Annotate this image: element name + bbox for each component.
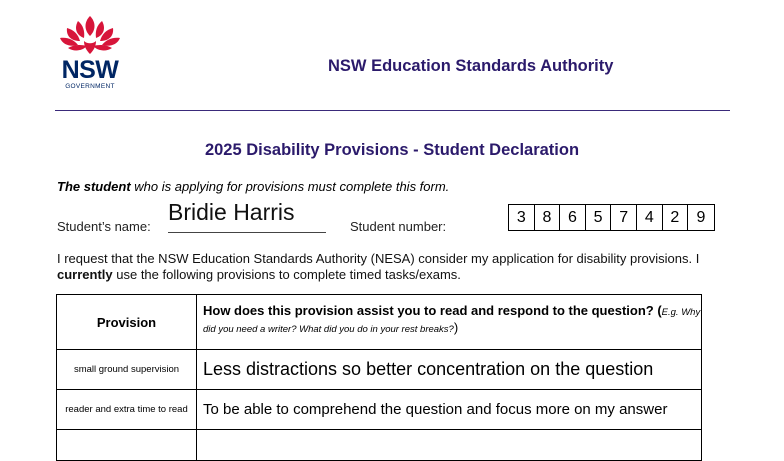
header-question-text: How does this provision assist you to read and respond to the question? ( [203,303,662,318]
student-number-digit[interactable]: 9 [696,209,706,226]
answer-cell-empty[interactable] [197,430,702,461]
logo-government-text: GOVERNMENT [65,83,115,90]
provision-cell-empty[interactable] [57,430,197,461]
intro-bold: The student [57,179,131,194]
nsw-government-logo [54,14,126,94]
answer-cell[interactable]: Less distractions so better concentration on the question [197,350,702,390]
request-bold: currently [57,267,113,282]
intro-text [57,179,449,194]
student-number-digit[interactable]: 4 [637,205,663,230]
logo-nsw-text: NSW [61,56,119,84]
provisions-table [56,294,702,461]
student-number-digit[interactable]: 2 [663,205,689,230]
student-number-digit[interactable]: 6 [560,205,586,230]
student-number-field[interactable] [508,204,715,231]
header-example: E.g. Why did you need a writer? What did you do in your rest breaks? [203,307,701,335]
request-text-2: use the following provisions to complete timed tasks/exams. [112,267,461,282]
provision-cell[interactable]: small ground supervision [57,350,197,390]
student-number-digit[interactable]: 5 [586,205,612,230]
header-divider [55,110,730,111]
table-row [57,350,702,390]
student-name-field[interactable]: Bridie Harris [168,199,295,225]
student-number-label: Student number: [350,219,447,234]
form-title: 2025 Disability Provisions - Student Declaration [204,141,580,159]
header-close: ) [453,320,459,335]
table-row [57,390,702,430]
provision-cell[interactable]: reader and extra time to read [57,390,197,430]
intro-rest: who is applying for provisions must complete this form. [130,179,450,194]
request-paragraph [57,251,717,283]
header-provision: Provision [57,295,197,350]
student-name-underline [168,232,326,233]
answer-cell[interactable]: To be able to comprehend the question and focus more on my answer [197,390,702,430]
request-text-1: I request that the NSW Education Standards Authority (NESA) consider my application for disability provisions. I [57,251,700,266]
student-name-label: Student’s name: [57,219,151,234]
agency-name: NSW Education Standards Authority [328,57,614,75]
table-header-row [57,295,702,350]
waratah-icon [54,14,126,60]
student-number-digit[interactable]: 3 [509,205,535,230]
student-number-digit[interactable]: 8 [535,205,561,230]
header-question [197,295,702,350]
student-number-digit[interactable]: 7 [611,205,637,230]
table-row [57,430,702,461]
